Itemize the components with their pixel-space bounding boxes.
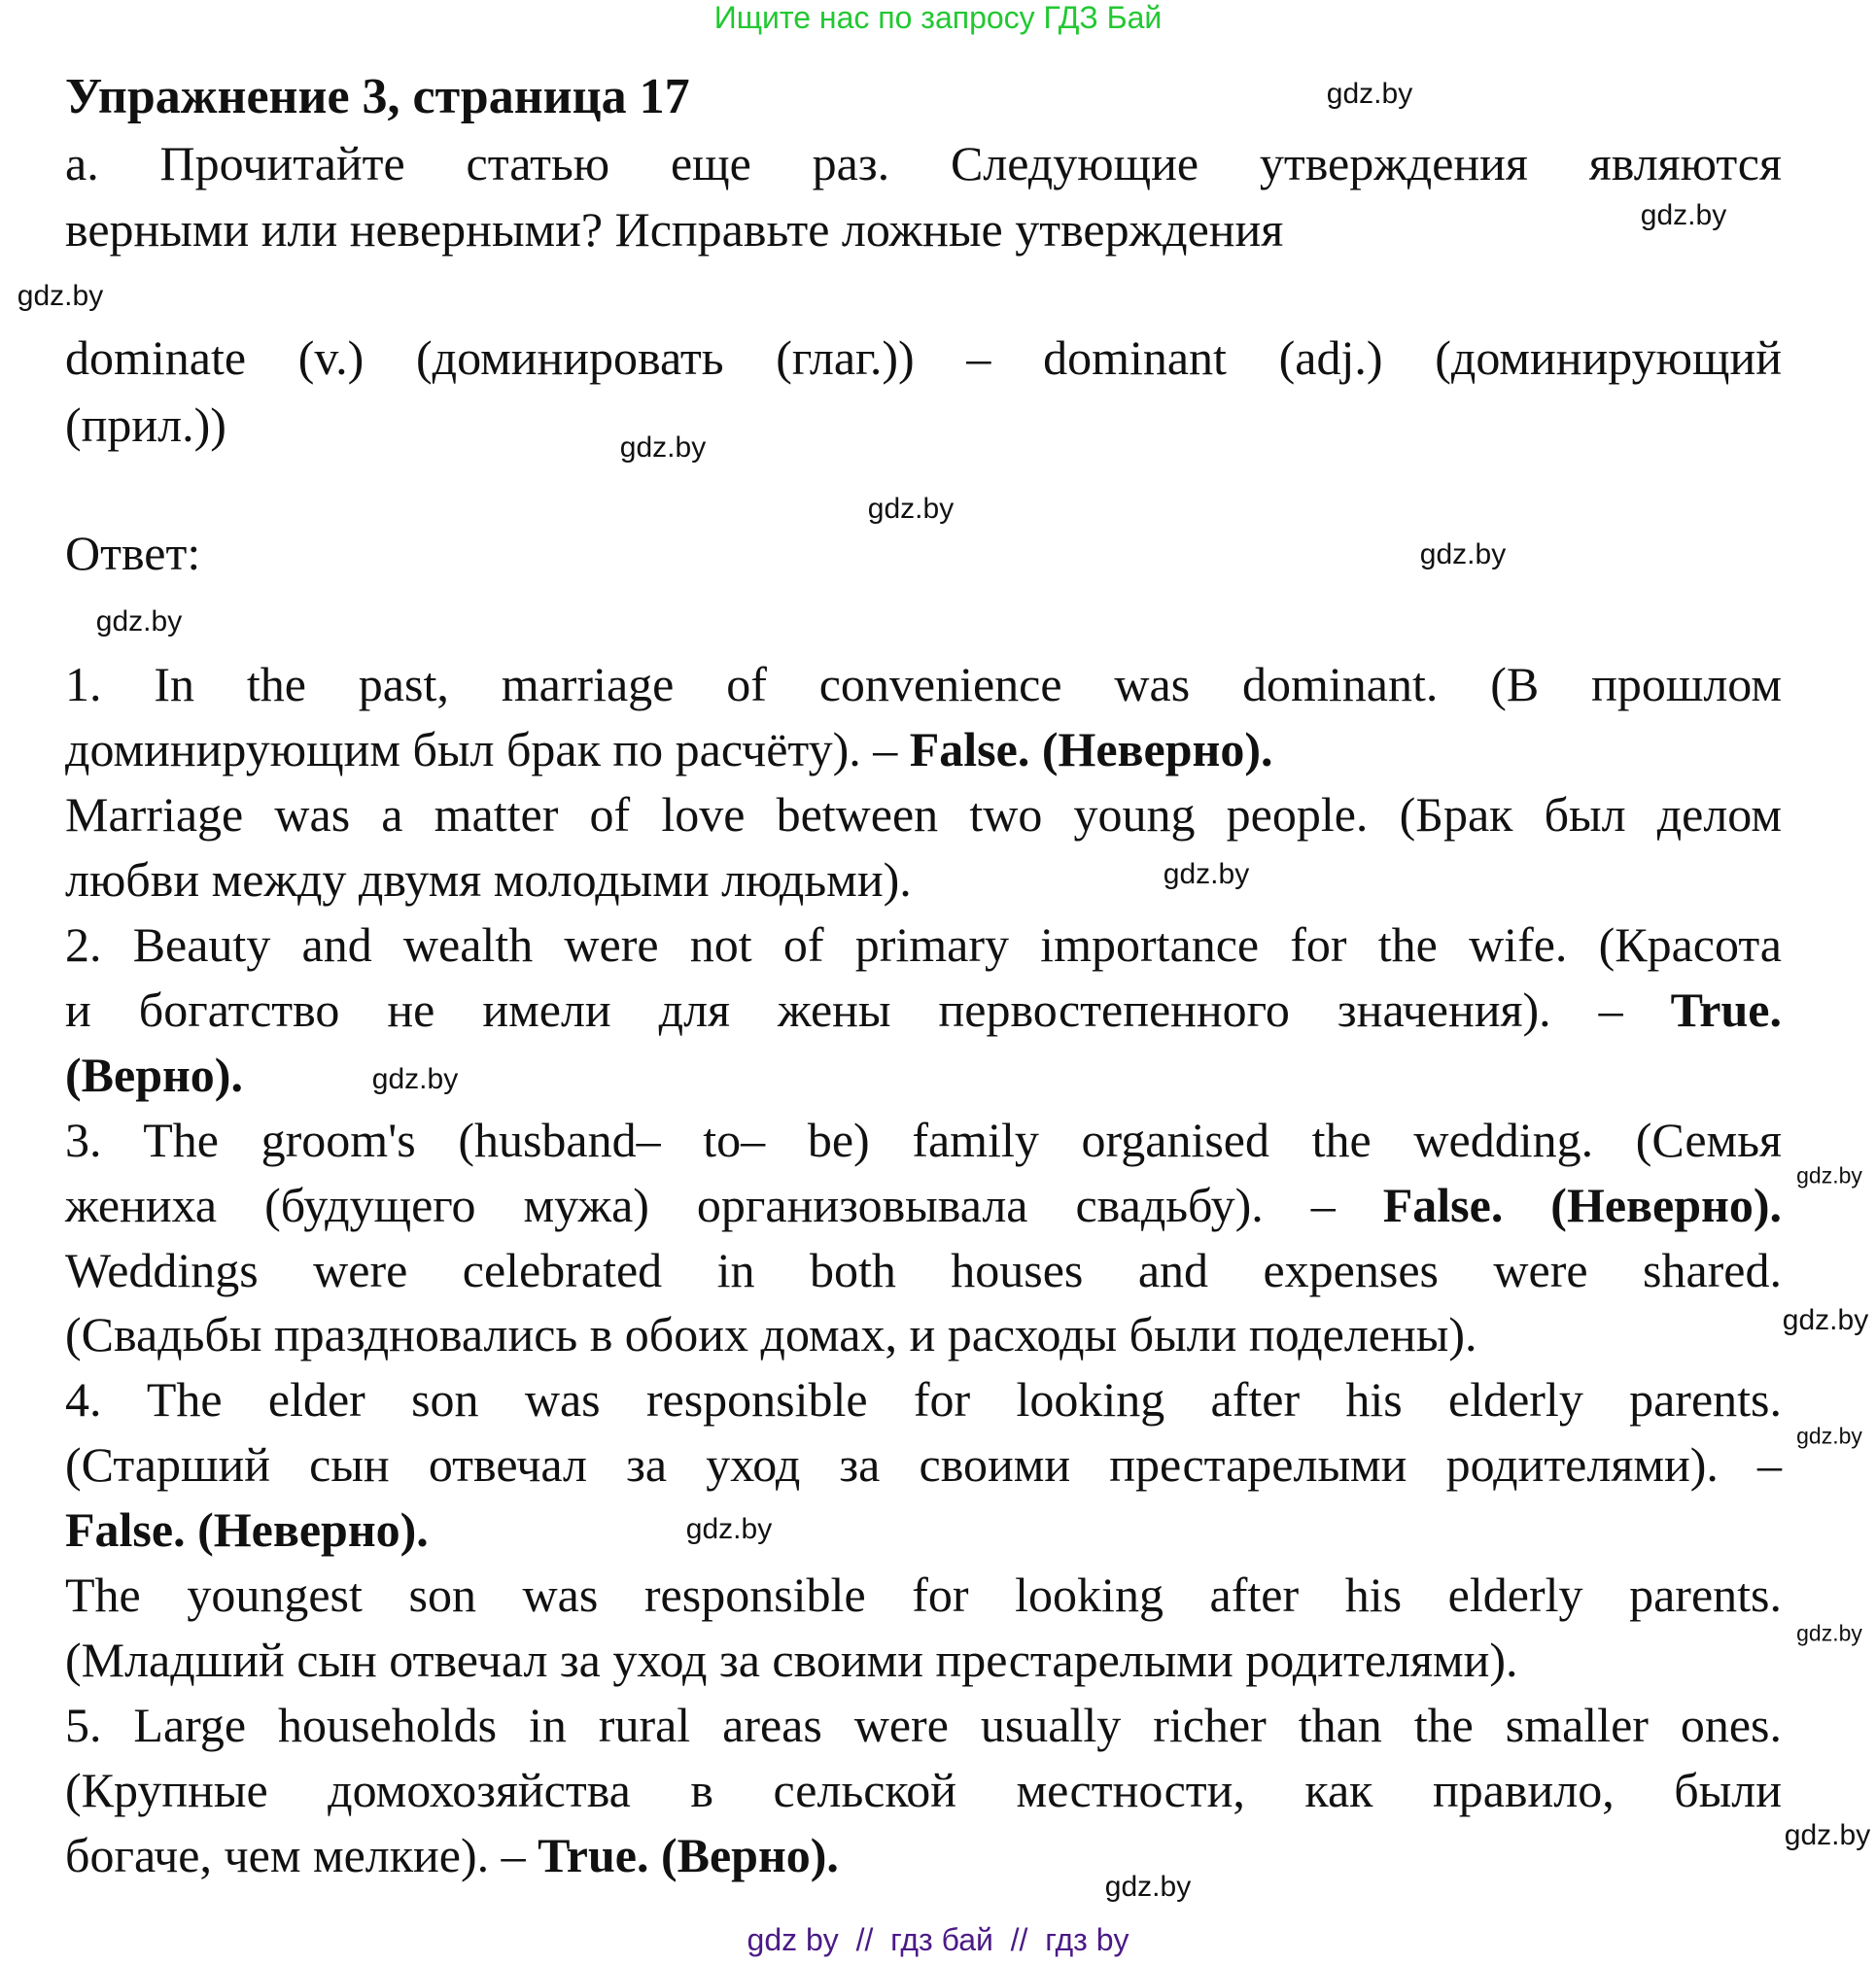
- text-segment: доминирующим был брак по расчёту). –: [65, 722, 910, 776]
- watermark-label: gdz.by: [1796, 1423, 1862, 1449]
- page-title: [65, 64, 690, 129]
- text-segment: (Старший сын отвечал за уход за своими престарелыми родителями). –: [65, 1437, 1782, 1492]
- text-line: [65, 1043, 243, 1108]
- text-line: [65, 326, 1782, 391]
- text-line: [65, 1563, 1782, 1628]
- text-segment: (прил.)): [65, 397, 226, 452]
- text-segment: любви между двумя молодыми людьми).: [65, 852, 912, 907]
- text-segment: Weddings were celebrated in both houses and expenses were shared.: [65, 1243, 1782, 1297]
- text-line: [65, 782, 1782, 847]
- watermark-label: gdz.by: [371, 1063, 459, 1095]
- text-segment: (Свадьбы праздновались в обоих домах, и расходы были поделены).: [65, 1307, 1477, 1361]
- watermark-label: gdz.by: [1796, 1620, 1862, 1646]
- text-segment: 2. Beauty and wealth were not of primary importance for the wife. (Красота: [65, 917, 1782, 972]
- text-segment: The youngest son was responsible for looking after his elderly parents.: [65, 1568, 1782, 1622]
- text-segment: 4. The elder son was responsible for looking after his elderly parents.: [65, 1372, 1782, 1427]
- answer-verdict: False. (Неверно).: [909, 722, 1273, 776]
- text-segment: жениха (будущего мужа) организовывала свадьбу). –: [65, 1178, 1383, 1232]
- text-line: [65, 131, 1782, 196]
- watermark-label: gdz.by: [1163, 858, 1250, 890]
- text-segment: Marriage was a matter of love between two young people. (Брак был делом: [65, 787, 1782, 842]
- text-segment: а. Прочитайте статью еще раз. Следующие утверждения являются: [65, 136, 1782, 190]
- text-line: [65, 393, 226, 458]
- text-line: [65, 1758, 1782, 1823]
- answer-verdict: False. (Неверно).: [1382, 1178, 1783, 1232]
- watermark-label: gdz.by: [1784, 1819, 1871, 1851]
- answer-verdict: True. (Верно).: [538, 1828, 839, 1882]
- text-line: [65, 1498, 429, 1563]
- search-banner: Ищите нас по запросу ГДЗ Бай: [713, 0, 1163, 35]
- watermark-label: gdz.by: [1104, 1871, 1192, 1903]
- text-line: [65, 1108, 1782, 1173]
- text-segment: Ответ:: [65, 526, 201, 580]
- text-segment: (Младший сын отвечал за уход за своими престарелыми родителями).: [65, 1633, 1518, 1687]
- watermark-label: gdz.by: [619, 431, 707, 464]
- text-line: [65, 1693, 1782, 1758]
- text-line: [65, 1367, 1782, 1432]
- text-line: [65, 1238, 1782, 1303]
- watermark-label: gdz.by: [95, 605, 183, 637]
- text-segment: (Крупные домохозяйства в сельской местности, как правило, были: [65, 1763, 1782, 1817]
- text-line: [65, 978, 1782, 1043]
- text-line: [65, 197, 1283, 262]
- text-line: [65, 847, 912, 913]
- text-segment: dominate (v.) (доминировать (глаг.)) – dominant (adj.) (доминирующий: [65, 330, 1782, 385]
- watermark-label: gdz.by: [685, 1513, 773, 1545]
- text-line: [65, 1302, 1477, 1367]
- watermark-label: gdz.by: [1796, 1162, 1862, 1189]
- text-line: [65, 1173, 1782, 1238]
- text-line: [65, 1432, 1782, 1498]
- text-segment: 3. The groom's (husband– to– be) family organised the wedding. (Семья: [65, 1113, 1782, 1167]
- answer-verdict: Упражнение 3, страница 17: [65, 69, 690, 124]
- answer-verdict: True.: [1670, 982, 1782, 1037]
- watermark-label: gdz.by: [867, 493, 955, 525]
- answer-verdict: (Верно).: [65, 1048, 243, 1102]
- text-segment: богаче, чем мелкие). –: [65, 1828, 538, 1882]
- watermark-label: gdz.by: [17, 280, 104, 312]
- answer-verdict: False. (Неверно).: [65, 1502, 429, 1557]
- text-line: [65, 913, 1782, 978]
- text-line: [65, 521, 200, 586]
- watermark-label: gdz.by: [1782, 1304, 1869, 1336]
- text-segment: 5. Large households in rural areas were usually richer than the smaller ones.: [65, 1698, 1782, 1752]
- watermark-label: gdz.by: [1640, 199, 1727, 231]
- text-line: [65, 717, 1273, 782]
- watermark-label: gdz.by: [1419, 538, 1507, 570]
- text-line: [65, 652, 1782, 717]
- text-line: [65, 1628, 1518, 1693]
- text-segment: 1. In the past, marriage of convenience was dominant. (В прошлом: [65, 657, 1782, 711]
- text-line: [65, 1823, 839, 1888]
- text-segment: и богатство не имели для жены первостепенного значения). –: [65, 982, 1671, 1037]
- footer-banner: gdz by // гдз бай // гдз by: [747, 1922, 1129, 1957]
- watermark-label: gdz.by: [1326, 78, 1413, 110]
- text-segment: верными или неверными? Исправьте ложные утверждения: [65, 202, 1284, 257]
